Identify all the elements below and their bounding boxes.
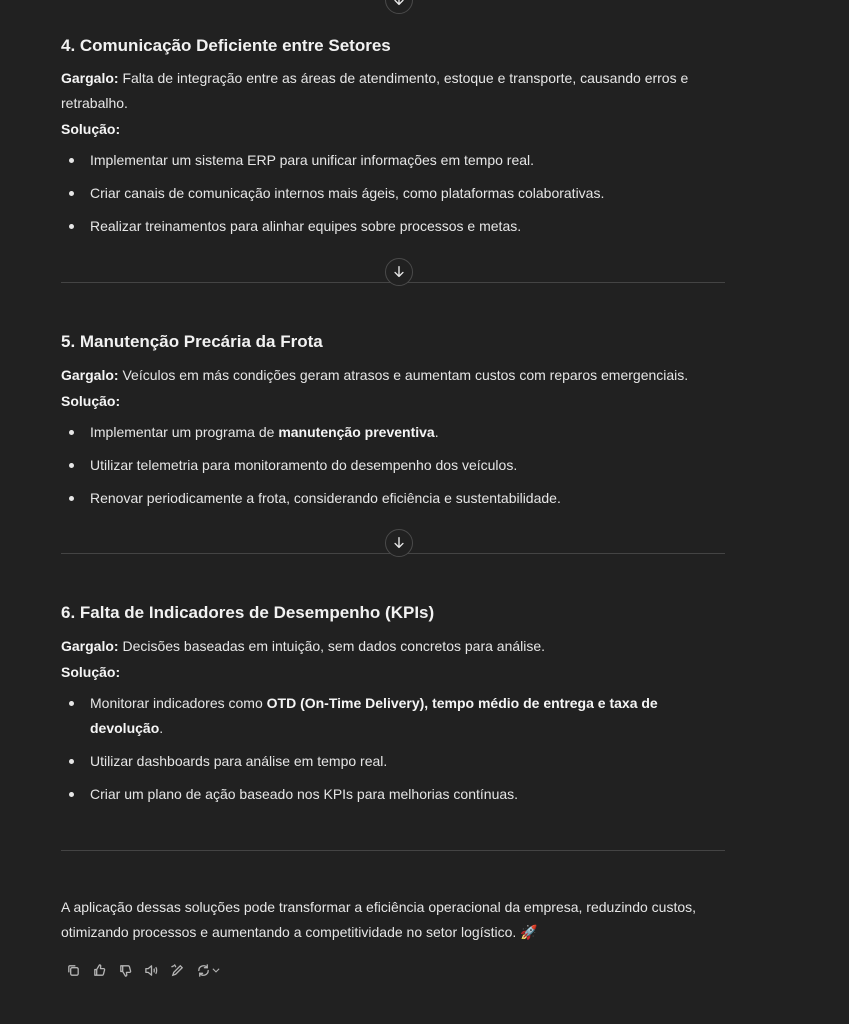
gargalo-label: Gargalo: <box>61 70 119 86</box>
section-4-list <box>61 148 725 247</box>
section-5-solucao-label: Solução: <box>61 393 121 409</box>
arrow-down-icon <box>392 536 406 550</box>
gargalo-text: Falta de integração entre as áreas de atendimento, estoque e transporte, causando erros e retrabalho. <box>61 70 689 111</box>
arrow-down-icon <box>392 0 406 7</box>
thumbs-up-icon <box>92 963 107 978</box>
thumbs-down-icon <box>118 963 133 978</box>
copy-icon <box>66 963 81 978</box>
divider <box>61 850 725 851</box>
section-5-title: 5. Manutenção Precária da Frota <box>61 332 323 351</box>
section-4-gargalo <box>61 66 725 116</box>
list-item: Criar um plano de ação baseado nos KPIs para melhorias contínuas. <box>61 782 701 807</box>
list-item: Criar canais de comunicação internos mais ágeis, como plataformas colaborativas. <box>61 181 725 206</box>
gargalo-text: Veículos em más condições geram atrasos e aumentam custos com reparos emergenciais. <box>118 367 689 383</box>
scroll-down-button[interactable] <box>385 258 413 286</box>
section-5-gargalo <box>61 363 725 388</box>
like-button[interactable] <box>87 959 111 981</box>
list-item: Utilizar dashboards para análise em tempo real. <box>61 749 701 774</box>
refresh-icon <box>196 963 211 978</box>
read-aloud-button[interactable] <box>139 959 163 981</box>
dislike-button[interactable] <box>113 959 137 981</box>
list-item: Monitorar indicadores como OTD (On-Time Delivery), tempo médio de entrega e taxa de devolução. <box>61 691 701 741</box>
section-6-gargalo <box>61 634 725 659</box>
section-6-list <box>61 691 701 815</box>
list-item: Implementar um programa de manutenção preventiva. <box>61 420 725 445</box>
list-item: Implementar um sistema ERP para unificar informações em tempo real. <box>61 148 725 173</box>
arrow-down-icon <box>392 265 406 279</box>
section-5-list <box>61 420 725 519</box>
message-actions <box>61 959 225 981</box>
speaker-icon <box>144 963 159 978</box>
list-item: Realizar treinamentos para alinhar equipes sobre processos e metas. <box>61 214 725 239</box>
chevron-down-icon <box>211 965 221 975</box>
section-4-solucao-label: Solução: <box>61 121 121 137</box>
list-item: Utilizar telemetria para monitoramento do desempenho dos veículos. <box>61 453 725 478</box>
section-4-title: 4. Comunicação Deficiente entre Setores <box>61 36 391 55</box>
regenerate-button[interactable] <box>191 959 225 981</box>
section-6-title: 6. Falta de Indicadores de Desempenho (KPIs) <box>61 603 435 622</box>
conclusion-text: A aplicação dessas soluções pode transformar a eficiência operacional da empresa, reduzindo custos, otimizando processos e aumentando a competitividade no setor logístico. 🚀 <box>61 899 697 940</box>
edit-button[interactable] <box>165 959 189 981</box>
gargalo-text: Decisões baseadas em intuição, sem dados concretos para análise. <box>118 638 546 654</box>
list-item: Renovar periodicamente a frota, considerando eficiência e sustentabilidade. <box>61 486 725 511</box>
copy-button[interactable] <box>61 959 85 981</box>
gargalo-label: Gargalo: <box>61 638 119 654</box>
scroll-down-button[interactable] <box>385 529 413 557</box>
section-6-solucao-label: Solução: <box>61 664 121 680</box>
edit-pen-icon <box>170 963 185 978</box>
gargalo-label: Gargalo: <box>61 367 119 383</box>
scroll-down-button[interactable] <box>385 0 413 14</box>
